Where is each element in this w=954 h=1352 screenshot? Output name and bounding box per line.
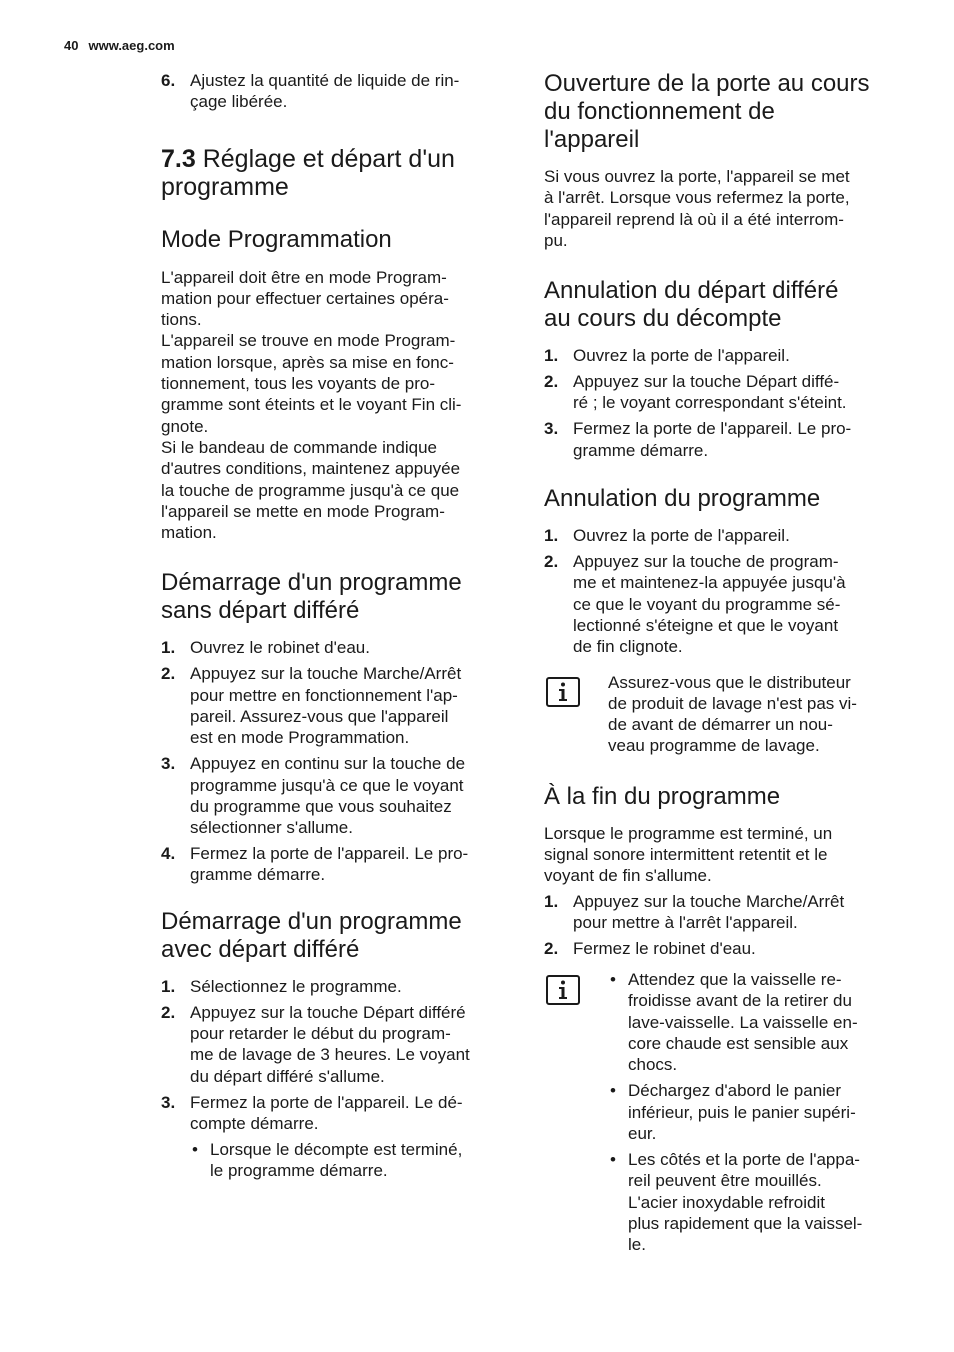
annulation-programme-steps (544, 525, 898, 657)
avec-depart-bullets (190, 1139, 511, 1182)
step-text: Fermez la porte de l'appareil. Le dé- compte démarre. (190, 1092, 463, 1133)
info-icon (546, 975, 580, 1005)
step-text: Appuyez sur la touche Départ différé pour retarder le début du program- me de lavage de 3 heures. Le voyant du départ différé s'allume. (190, 1002, 470, 1086)
ouverture-heading: Ouverture de la porte au cours du fonctionnement de l'appareil (544, 70, 870, 153)
mode-paragraph-3: Si le bandeau de commande indique d'autres conditions, maintenez appuyée la touche de programme jusqu'à ce que l'appareil se mette en mode Program- mation. (161, 437, 461, 543)
step-number: 2. (544, 938, 559, 958)
info-note (544, 672, 898, 757)
step-number: 2. (161, 664, 176, 684)
list-item (161, 976, 511, 997)
annulation-depart-heading: Annulation du départ différé au cours du décompte (544, 277, 839, 333)
list-item (161, 663, 511, 748)
list-item (161, 1002, 511, 1087)
list-item (544, 371, 898, 414)
info-icon (546, 677, 580, 707)
bullet-item: • Attendez que la vaisselle re- froidisse avant de la retirer du lave-vaisselle. La vaisselle en- core chaude est sensible aux chocs. (608, 969, 898, 1075)
step-text: Appuyez sur la touche Marche/Arrêt pour mettre à l'arrêt l'appareil. (573, 891, 845, 932)
step-text: Ouvrez la porte de l'appareil. (573, 526, 790, 546)
info-note (544, 969, 898, 1255)
page-header (64, 38, 175, 53)
step-number: 2. (544, 552, 559, 572)
avec-depart-heading: Démarrage d'un programme avec départ différé (161, 907, 462, 963)
mode-paragraph-2: L'appareil se trouve en mode Program- mation lorsque, après sa mise en fonc- tionnement, tous les voyants de pro- gramme sont éteints et le voyant Fin cli- gnote. (161, 331, 462, 436)
step-text: Ajustez la quantité de liquide de rin- çage libérée. (190, 71, 460, 112)
fin-steps (544, 891, 898, 960)
section-title (161, 145, 511, 201)
fin-paragraph: Lorsque le programme est terminé, un signal sonore intermittent retentit et le voyant de fin s'allume. (544, 823, 833, 886)
step-number: 1. (161, 976, 176, 996)
step-text: Ouvrez la porte de l'appareil. (573, 346, 790, 366)
step-number: 1. (544, 526, 559, 546)
step-number: 2. (161, 1002, 176, 1022)
website-url: www.aeg.com (88, 38, 175, 53)
sans-depart-steps (161, 637, 511, 885)
step-number: 6. (161, 71, 176, 90)
step-text: Fermez le robinet d'eau. (573, 938, 756, 958)
list-item (544, 551, 898, 657)
avec-depart-steps (161, 976, 511, 1134)
bullet-item: • Déchargez d'abord le panier inférieur, puis le panier supéri- eur. (608, 1080, 898, 1144)
mode-programmation-heading: Mode Programmation (161, 225, 392, 253)
step-text: Sélectionnez le programme. (190, 976, 402, 996)
list-item (161, 637, 511, 658)
list-item (544, 938, 898, 959)
right-column (544, 70, 898, 1260)
list-item (161, 70, 511, 113)
list-item (544, 891, 898, 934)
left-column (161, 70, 511, 1186)
step-number: 3. (161, 1092, 176, 1112)
step-number: 2. (544, 372, 559, 392)
step-text: Ouvrez le robinet d'eau. (190, 638, 370, 658)
step-text: Appuyez sur la touche Départ diffé- ré ; le voyant correspondant s'éteint. (573, 372, 847, 413)
step-number: 3. (161, 754, 176, 774)
list-item (544, 345, 898, 366)
mode-paragraph-1: L'appareil doit être en mode Program- mation pour effectuer certaines opéra- tions. (161, 267, 449, 330)
list-item (161, 1092, 511, 1135)
step-number: 3. (544, 419, 559, 439)
list-item (544, 525, 898, 546)
step-text: Fermez la porte de l'appareil. Le pro- gramme démarre. (573, 419, 852, 460)
step-number: 4. (161, 844, 176, 864)
annulation-programme-heading: Annulation du programme (544, 485, 821, 513)
step-number: 1. (161, 638, 176, 658)
bullet-item: • Les côtés et la porte de l'appa- reil peuvent être mouillés. L'acier inoxydable refroidit plus rapidement que la vaissel- le. (608, 1149, 898, 1255)
step-number: 1. (544, 346, 559, 366)
step-text: Appuyez sur la touche de program- me et maintenez-la appuyée jusqu'à ce que le voyant du programme sé- lectionné s'éteigne et que le voyant de fin clignote. (573, 552, 846, 657)
list-item (161, 753, 511, 838)
sans-depart-heading: Démarrage d'un programme sans départ différé (161, 569, 462, 625)
bullet-item: • Lorsque le décompte est terminé, le programme démarre. (190, 1139, 511, 1182)
step-text: Fermez la porte de l'appareil. Le pro- gramme démarre. (190, 844, 469, 885)
step-text: Appuyez sur la touche Marche/Arrêt pour mettre en fonctionnement l'ap- pareil. Assurez-vous que l'appareil est en mode Programmation. (190, 664, 462, 748)
note-bullets (608, 969, 898, 1255)
annulation-depart-steps (544, 345, 898, 461)
step-number: 1. (544, 891, 559, 911)
previous-steps-list (161, 70, 511, 113)
list-item (544, 418, 898, 461)
page-number: 40 (64, 38, 79, 53)
ouverture-paragraph: Si vous ouvrez la porte, l'appareil se met à l'arrêt. Lorsque vous refermez la porte, l'appareil reprend là où il a été interrom- pu. (544, 167, 850, 250)
section-number: 7.3 (161, 144, 196, 173)
list-item (161, 843, 511, 886)
step-text: Appuyez en continu sur la touche de programme jusqu'à ce que le voyant du programme que vous souhaitez sélectionner s'allume. (190, 754, 466, 838)
note-text: Assurez-vous que le distributeur de produit de lavage n'est pas vi- de avant de démarrer un nou- veau programme de lavage. (608, 672, 857, 756)
section-title-text: Réglage et départ d'un programme (161, 144, 455, 201)
fin-programme-heading: À la fin du programme (544, 782, 781, 810)
